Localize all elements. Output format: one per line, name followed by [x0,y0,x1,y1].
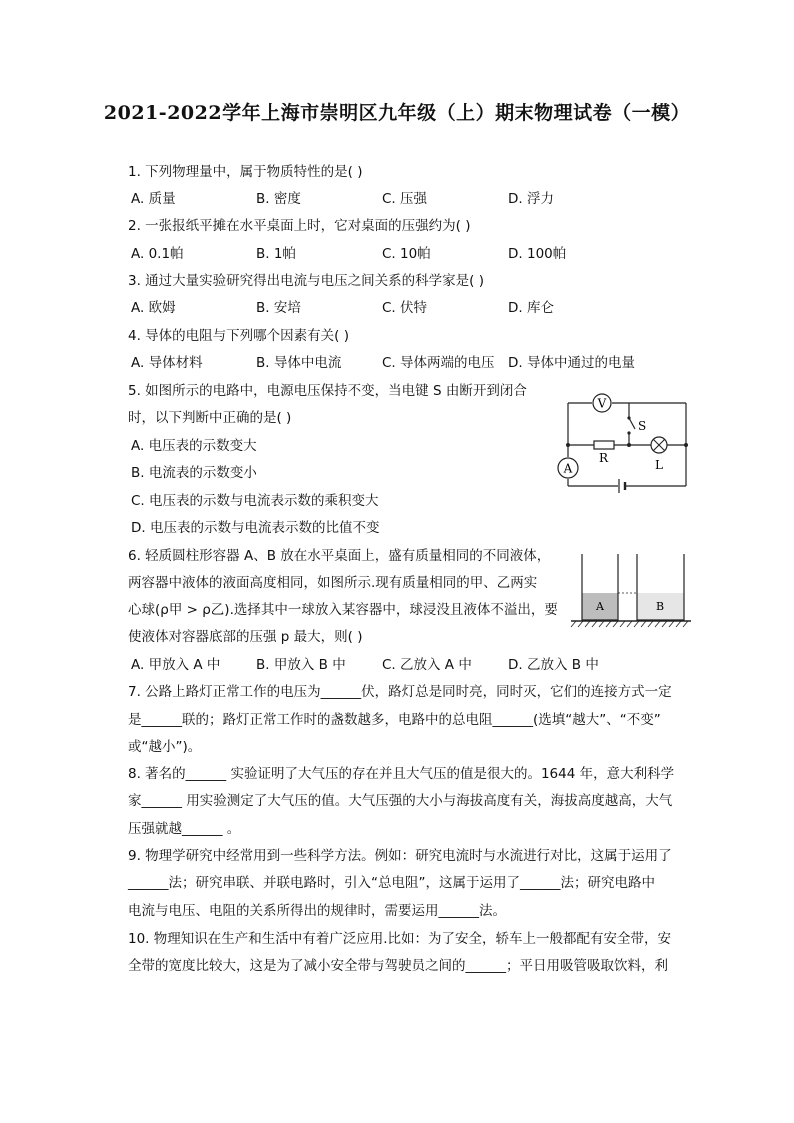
question-3-option-c: C. 伏特 [382,300,428,316]
question-3-stem: 3. 通过大量实验研究得出电流与电压之间关系的科学家是( ) [128,273,484,289]
question-3-option-d: D. 库仑 [508,300,554,316]
resistor-icon [594,441,614,465]
battery-icon [619,479,625,493]
question-1-option-d: D. 浮力 [508,191,554,207]
question-6-option-c: C. 乙放入 A 中 [382,657,472,673]
question-6-stem-line-2: 两容器中液体的液面高度相同，如图所示.现有质量相同的甲、乙两实 [128,575,538,591]
question-6-stem-line-3: 心球(ρ甲 > ρ乙).选择其中一球放入某容器中，球浸没且液体不溢出，要 [128,602,558,618]
question-4-option-a: A. 导体材料 [131,355,203,371]
voltmeter-icon [593,394,611,412]
question-10-line-2: 全带的宽度比较大，这是为了减小安全带与驾驶员之间的______；平日用吸管吸取饮料，利 [128,958,668,974]
question-6-option-b: B. 甲放入 B 中 [256,657,346,673]
question-8-line-3: 压强就越______ 。 [128,821,241,837]
containers-diagram [569,552,693,634]
question-4-stem: 4. 导体的电阻与下列哪个因素有关( ) [128,328,349,344]
question-6-option-a: A. 甲放入 A 中 [131,657,221,673]
lamp-icon [651,437,667,472]
question-5-stem-line-1: 5. 如图所示的电路中，电源电压保持不变，当电键 S 由断开到闭合 [128,383,527,399]
ammeter-icon [558,458,578,478]
circuit-diagram [553,389,693,493]
svg-text:V: V [597,396,607,411]
question-5-option-c: C. 电压表的示数与电流表示数的乘积变大 [131,493,379,509]
svg-text:L: L [655,458,663,472]
table-hatching [571,621,688,627]
question-2-stem: 2. 一张报纸平摊在水平桌面上时，它对桌面的压强约为( ) [128,218,471,234]
question-3-option-b: B. 安培 [256,300,301,316]
question-2-option-d: D. 100帕 [508,246,567,262]
question-6-option-d: D. 乙放入 B 中 [508,657,599,673]
question-5-option-b: B. 电流表的示数变小 [131,465,257,481]
question-3-option-a: A. 欧姆 [131,300,176,316]
question-7-line-1: 7. 公路上路灯正常工作的电压为______伏，路灯总是同时亮，同时灭，它们的连接方式一定 [128,684,672,700]
question-7-line-2: 是______联的；路灯正常工作时的盏数越多，电路中的总电阻______(选填“越大”、“不变” [128,712,661,728]
question-1-stem: 1. 下列物理量中，属于物质特性的是( ) [128,164,363,180]
question-10-line-1: 10. 物理知识在生产和生活中有着广泛应用.比如：为了安全，轿车上一般都配有安全带，安 [128,931,672,947]
question-5-stem-line-2: 时，以下判断中正确的是( ) [128,410,292,426]
svg-text:A: A [563,461,573,476]
question-9-line-3: 电流与电压、电阻的关系所得出的规律时，需要运用______法。 [128,903,506,919]
question-4-option-c: C. 导体两端的电压 [382,355,495,371]
question-4-option-b: B. 导体中电流 [256,355,342,371]
svg-text:S: S [638,419,647,433]
question-2-option-c: C. 10帕 [382,246,431,262]
question-9-line-2: ______法；研究串联、并联电路时，引入“总电阻”，这属于运用了______法；研究电路中 [128,875,655,891]
question-6-stem-line-1: 6. 轻质圆柱形容器 A、B 放在水平桌面上，盛有质量相同的不同液体， [128,548,551,564]
question-5-option-d: D. 电压表的示数与电流表示数的比值不变 [131,520,380,536]
question-9-line-1: 9. 物理学研究中经常用到一些科学方法。例如：研究电流时与水流进行对比，这属于运用了 [128,848,672,864]
question-1-option-a: A. 质量 [131,191,176,207]
question-8-line-2: 家______ 用实验测定了大气压的值。大气压强的大小与海拔高度有关，海拔高度越高，大气 [128,793,673,809]
question-2-option-b: B. 1帕 [256,246,296,262]
question-8-line-1: 8. 著名的______ 实验证明了大气压的存在并且大气压的值是很大的。1644 年，意大利科学 [128,766,675,782]
question-7-line-3: 或“越小”)。 [128,739,202,755]
question-1-option-c: C. 压强 [382,191,428,207]
question-5-option-a: A. 电压表的示数变大 [131,438,257,454]
svg-text:R: R [599,451,609,465]
page-title: 2021-2022学年上海市崇明区九年级（上）期末物理试卷（一模） [103,102,691,124]
question-1-option-b: B. 密度 [256,191,301,207]
container-a-label: A [596,600,604,613]
question-6-stem-line-4: 使液体对容器底部的压强 p 最大，则( ) [128,629,363,645]
question-2-option-a: A. 0.1帕 [131,246,184,262]
question-4-option-d: D. 导体中通过的电量 [508,355,635,371]
container-b-label: B [656,600,665,613]
